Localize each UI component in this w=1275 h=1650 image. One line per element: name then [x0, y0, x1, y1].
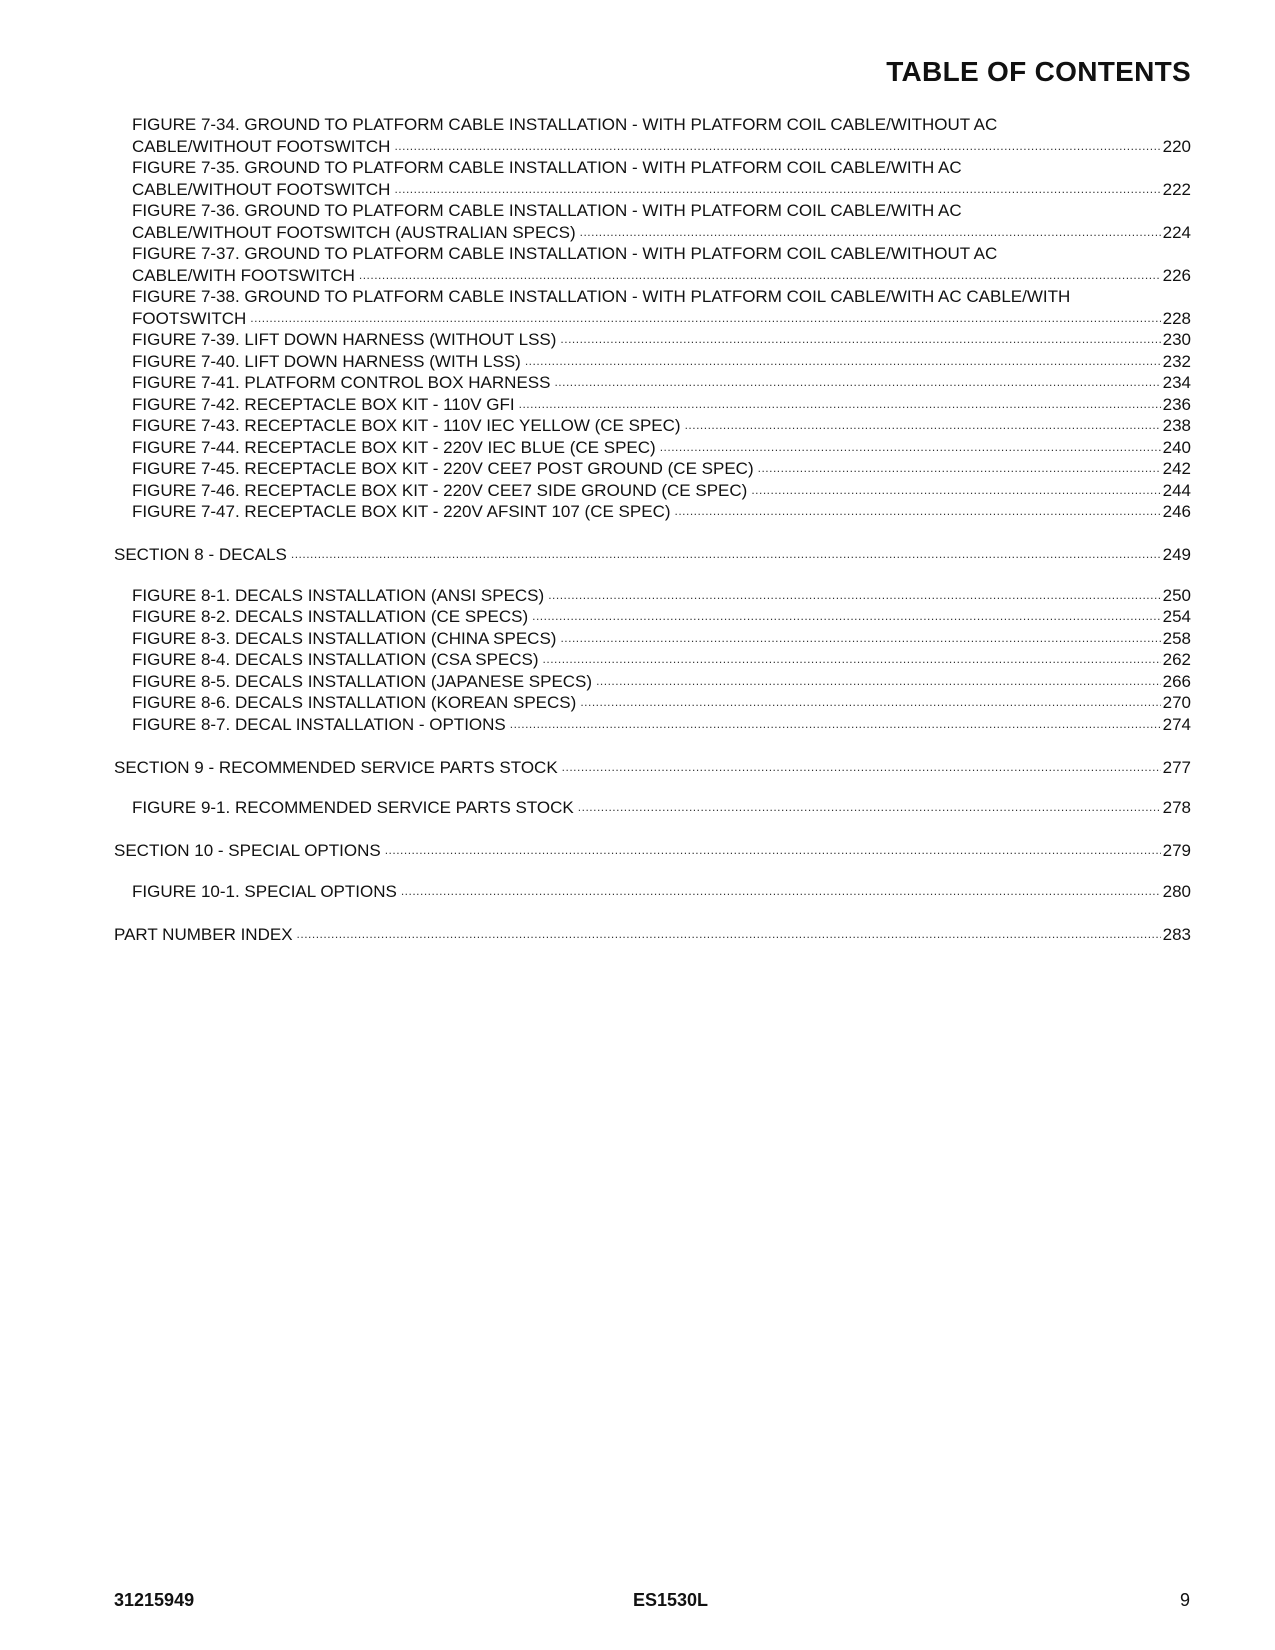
toc-entry-leader-line: [132, 136, 1191, 160]
toc-entry-page-number: 242: [1162, 459, 1191, 478]
toc-entry-page-number: 254: [1162, 607, 1191, 626]
dot-leader: [297, 924, 1161, 946]
toc-entry-title: CABLE/WITHOUT FOOTSWITCH: [132, 136, 391, 156]
toc-figure-entry[interactable]: [0, 692, 1275, 714]
dot-leader: [685, 415, 1161, 437]
footer-page-number: 9: [1180, 1590, 1191, 1610]
toc-entry-page-number: 244: [1162, 480, 1191, 500]
toc-entry-title: FIGURE 7-41. PLATFORM CONTROL BOX HARNESS: [132, 373, 551, 392]
toc-entry-title: FIGURE 8-7. DECAL INSTALLATION - OPTIONS: [132, 714, 506, 734]
toc-entry-page-number: 230: [1162, 330, 1191, 349]
dot-leader: [580, 222, 1161, 244]
toc-entry-page-number: 274: [1162, 714, 1191, 734]
toc-entry-leader-line: [132, 501, 1191, 525]
toc-entry-title: FIGURE 7-46. RECEPTACLE BOX KIT - 220V CEE7 SIDE GROUND (CE SPEC): [132, 480, 748, 500]
dot-leader: [548, 585, 1160, 607]
toc-entry-title: SECTION 8 - DECALS: [114, 545, 287, 564]
toc-entry-title-line1: FIGURE 7-38. GROUND TO PLATFORM CABLE INSTALLATION - WITH PLATFORM COIL CABLE/WITH AC CABLE/WITH: [132, 287, 1071, 306]
toc-spacer: [0, 819, 1275, 841]
toc-entry-leader-line: [132, 606, 1191, 630]
toc-entry-title: FIGURE 7-47. RECEPTACLE BOX KIT - 220V AFSINT 107 (CE SPEC): [132, 502, 671, 521]
toc-figure-entry[interactable]: [0, 157, 1275, 200]
toc-entry-leader-line: [132, 308, 1191, 332]
dot-leader: [560, 628, 1160, 650]
toc-entry-title: FIGURE 7-42. RECEPTACLE BOX KIT - 110V GFI: [132, 394, 515, 414]
toc-entry-leader-line: [132, 692, 1191, 716]
toc-figure-entry[interactable]: [0, 714, 1275, 736]
toc-entry-page-number: 222: [1162, 179, 1191, 199]
toc-entry-title: FIGURE 8-2. DECALS INSTALLATION (CE SPECS): [132, 607, 529, 626]
dot-leader: [562, 757, 1161, 779]
toc-figure-entry[interactable]: [0, 480, 1275, 502]
toc-entry-title: SECTION 9 - RECOMMENDED SERVICE PARTS STOCK: [114, 757, 558, 777]
toc-spacer: [0, 862, 1275, 881]
toc-entry-leader-line: [132, 649, 1191, 673]
toc-figure-entry[interactable]: [0, 458, 1275, 480]
toc-entry-page-number: 220: [1162, 136, 1191, 156]
toc-entry-page-number: 236: [1162, 394, 1191, 414]
dot-leader: [532, 606, 1161, 628]
dot-leader: [560, 329, 1160, 351]
toc-entry-title-line1: FIGURE 7-35. GROUND TO PLATFORM CABLE INSTALLATION - WITH PLATFORM COIL CABLE/WITH AC: [132, 158, 962, 177]
toc-entry-leader-line: [132, 881, 1191, 905]
toc-entry-page-number: 270: [1162, 693, 1191, 712]
dot-leader: [385, 840, 1161, 862]
dot-leader: [519, 394, 1161, 416]
toc-list: [0, 114, 1275, 945]
toc-entry-leader-line: [132, 585, 1191, 609]
toc-figure-entry[interactable]: [0, 606, 1275, 628]
toc-entry-leader-line: [132, 394, 1191, 418]
toc-figure-entry[interactable]: [0, 437, 1275, 459]
toc-entry-page-number: 283: [1162, 924, 1191, 944]
toc-spacer: [0, 778, 1275, 797]
dot-leader: [554, 372, 1160, 394]
toc-entry-title: FIGURE 7-39. LIFT DOWN HARNESS (WITHOUT LSS): [132, 330, 557, 349]
dot-leader: [543, 649, 1161, 671]
toc-figure-entry[interactable]: [0, 351, 1275, 373]
toc-figure-entry[interactable]: [0, 114, 1275, 157]
toc-entry-title: FIGURE 7-43. RECEPTACLE BOX KIT - 110V IEC YELLOW (CE SPEC): [132, 416, 681, 435]
toc-entry-page-number: 228: [1162, 308, 1191, 328]
toc-entry-page-number: 232: [1162, 351, 1191, 371]
toc-entry-title: SECTION 10 - SPECIAL OPTIONS: [114, 841, 381, 860]
toc-entry-title: FIGURE 8-6. DECALS INSTALLATION (KOREAN SPECS): [132, 693, 577, 712]
dot-leader: [394, 179, 1160, 201]
dot-leader: [291, 544, 1161, 566]
toc-figure-entry[interactable]: [0, 329, 1275, 351]
toc-entry-title: FIGURE 9-1. RECOMMENDED SERVICE PARTS STOCK: [132, 798, 574, 817]
toc-entry-title: CABLE/WITH FOOTSWITCH: [132, 265, 355, 285]
footer-model: ES1530L: [633, 1590, 709, 1610]
toc-entry-title-line1: FIGURE 7-36. GROUND TO PLATFORM CABLE INSTALLATION - WITH PLATFORM COIL CABLE/WITH AC: [132, 201, 962, 220]
toc-entry-title: FIGURE 7-44. RECEPTACLE BOX KIT - 220V IEC BLUE (CE SPEC): [132, 437, 656, 457]
toc-entry-title: FIGURE 8-3. DECALS INSTALLATION (CHINA SPECS): [132, 628, 557, 648]
toc-entry-page-number: 262: [1162, 650, 1191, 669]
toc-entry-page-number: 280: [1162, 881, 1191, 901]
toc-figure-entry[interactable]: [0, 649, 1275, 671]
toc-figure-entry[interactable]: [0, 628, 1275, 650]
toc-entry-page-number: 266: [1162, 671, 1191, 691]
toc-entry-leader-line: [114, 757, 1191, 781]
toc-entry-leader-line: [114, 924, 1191, 948]
dot-leader: [580, 692, 1160, 714]
toc-entry-leader-line: [132, 797, 1191, 821]
dot-leader: [510, 714, 1161, 736]
toc-entry-leader-line: [132, 480, 1191, 504]
toc-entry-page-number: 258: [1162, 628, 1191, 648]
toc-spacer: [0, 523, 1275, 545]
toc-figure-entry[interactable]: [0, 372, 1275, 394]
toc-entry-page-number: 234: [1162, 373, 1191, 392]
toc-figure-entry[interactable]: [0, 200, 1275, 243]
toc-figure-entry[interactable]: [0, 394, 1275, 416]
toc-entry-leader-line: [132, 222, 1191, 246]
toc-figure-entry[interactable]: [0, 671, 1275, 693]
toc-figure-entry[interactable]: [0, 415, 1275, 437]
toc-figure-entry[interactable]: [0, 286, 1275, 329]
toc-entry-page-number: 249: [1162, 545, 1191, 564]
toc-entry-title: FIGURE 8-1. DECALS INSTALLATION (ANSI SPECS): [132, 585, 545, 605]
dot-leader: [359, 265, 1161, 287]
dot-leader: [660, 437, 1161, 459]
footer-doc-number: 31215949: [114, 1590, 195, 1610]
toc-entry-title: CABLE/WITHOUT FOOTSWITCH: [132, 179, 391, 199]
toc-entry-title-line1: FIGURE 7-34. GROUND TO PLATFORM CABLE INSTALLATION - WITH PLATFORM COIL CABLE/WITHOUT AC: [132, 115, 998, 134]
toc-entry-leader-line: [132, 628, 1191, 652]
toc-entry-title: FIGURE 7-40. LIFT DOWN HARNESS (WITH LSS): [132, 351, 521, 371]
page-title: TABLE OF CONTENTS: [886, 56, 1191, 87]
dot-leader: [751, 480, 1160, 502]
toc-entry-leader-line: [132, 265, 1191, 289]
toc-entry-title: FIGURE 8-5. DECALS INSTALLATION (JAPANESE SPECS): [132, 671, 593, 691]
toc-entry-title: FIGURE 10-1. SPECIAL OPTIONS: [132, 881, 397, 901]
toc-entry-page-number: 277: [1162, 757, 1191, 777]
toc-entry-title-line1: FIGURE 7-37. GROUND TO PLATFORM CABLE INSTALLATION - WITH PLATFORM COIL CABLE/WITHOUT AC: [132, 244, 998, 263]
toc-entry-title: FIGURE 8-4. DECALS INSTALLATION (CSA SPECS): [132, 650, 539, 669]
toc-entry-title: CABLE/WITHOUT FOOTSWITCH (AUSTRALIAN SPECS): [132, 222, 576, 242]
toc-entry-title: FIGURE 7-45. RECEPTACLE BOX KIT - 220V CEE7 POST GROUND (CE SPEC): [132, 459, 754, 478]
toc-section-entry[interactable]: [0, 757, 1275, 779]
toc-section-entry[interactable]: [0, 840, 1275, 862]
toc-entry-leader-line: [132, 415, 1191, 439]
toc-entry-title: FOOTSWITCH: [132, 308, 247, 328]
toc-entry-leader-line: [132, 179, 1191, 203]
dot-leader: [525, 351, 1161, 373]
toc-entry-leader-line: [114, 544, 1191, 568]
dot-leader: [250, 308, 1160, 330]
dot-leader: [401, 881, 1161, 903]
toc-entry-leader-line: [132, 671, 1191, 695]
toc-entry-page-number: 240: [1162, 437, 1191, 457]
toc-spacer: [0, 735, 1275, 757]
dot-leader: [675, 501, 1161, 523]
toc-entry-leader-line: [132, 351, 1191, 375]
toc-spacer: [0, 566, 1275, 585]
toc-entry-leader-line: [114, 840, 1191, 864]
toc-figure-entry[interactable]: [0, 501, 1275, 523]
toc-entry-page-number: 250: [1162, 585, 1191, 605]
toc-entry-leader-line: [132, 329, 1191, 353]
toc-spacer: [0, 902, 1275, 924]
toc-entry-title: PART NUMBER INDEX: [114, 924, 293, 944]
toc-entry-leader-line: [132, 372, 1191, 396]
dot-leader: [578, 797, 1161, 819]
toc-entry-page-number: 279: [1162, 841, 1191, 860]
toc-entry-page-number: 238: [1162, 416, 1191, 435]
toc-entry-leader-line: [132, 458, 1191, 482]
toc-entry-leader-line: [132, 714, 1191, 738]
dot-leader: [394, 136, 1160, 158]
toc-entry-page-number: 246: [1162, 502, 1191, 521]
toc-entry-page-number: 224: [1162, 222, 1191, 242]
toc-section-entry[interactable]: [0, 544, 1275, 566]
toc-entry-leader-line: [132, 437, 1191, 461]
toc-figure-entry[interactable]: [0, 881, 1275, 903]
toc-figure-entry[interactable]: [0, 585, 1275, 607]
toc-entry-page-number: 226: [1162, 265, 1191, 285]
dot-leader: [596, 671, 1161, 693]
toc-figure-entry[interactable]: [0, 243, 1275, 286]
toc-figure-entry[interactable]: [0, 797, 1275, 819]
toc-section-entry[interactable]: [0, 924, 1275, 946]
dot-leader: [758, 458, 1161, 480]
toc-entry-page-number: 278: [1162, 798, 1191, 817]
